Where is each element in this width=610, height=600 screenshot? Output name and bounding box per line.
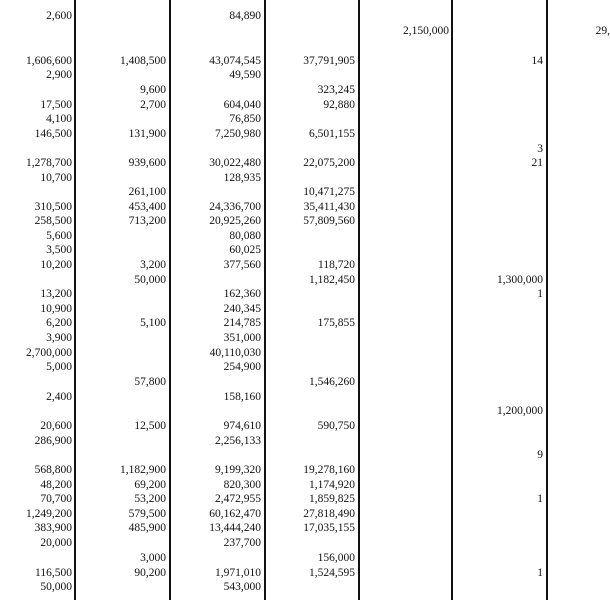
table-cell: 261,100 <box>128 186 166 198</box>
table-cell: 90,200 <box>134 567 166 579</box>
table-cell: 35,411,430 <box>303 201 355 213</box>
table-cell: 60,162,470 <box>209 508 261 520</box>
table-cell: 579,500 <box>128 508 166 520</box>
table-cell: 14 <box>531 55 543 67</box>
table-cell: 6,501,155 <box>309 128 355 140</box>
table-cell: 3,500 <box>46 244 72 256</box>
table-cell: 175,855 <box>317 317 355 329</box>
table-cell: 13,444,240 <box>209 522 261 534</box>
table-cell: 158,160 <box>223 391 261 403</box>
table-cell: 7,250,980 <box>215 128 261 140</box>
table-cell: 1,524,595 <box>309 567 355 579</box>
column-divider <box>74 0 76 600</box>
table-cell: 9,199,320 <box>215 464 261 476</box>
table-cell: 50,000 <box>40 581 72 593</box>
table-cell: 57,809,560 <box>303 215 355 227</box>
table-cell: 5,600 <box>46 230 72 242</box>
table-cell: 568,800 <box>34 464 72 476</box>
table-cell: 1,182,900 <box>120 464 166 476</box>
table-cell: 128,935 <box>223 172 261 184</box>
table-cell: 156,000 <box>317 552 355 564</box>
table-cell: 116,500 <box>35 567 72 579</box>
table-cell: 84,890 <box>229 10 261 22</box>
table-cell: 19,278,160 <box>303 464 355 476</box>
table-cell: 3,000 <box>140 552 166 564</box>
table-cell: 48,200 <box>40 479 72 491</box>
table-cell: 1,859,825 <box>309 493 355 505</box>
table-cell: 29, <box>595 25 610 37</box>
table-cell: 22,075,200 <box>303 157 355 169</box>
table-cell: 76,850 <box>229 113 261 125</box>
table-cell: 543,000 <box>223 581 261 593</box>
table-cell: 2,256,133 <box>215 435 261 447</box>
table-cell: 27,818,490 <box>303 508 355 520</box>
table-cell: 30,022,480 <box>209 157 261 169</box>
table-cell: 453,400 <box>128 201 166 213</box>
column-divider <box>264 0 266 600</box>
table-cell: 310,500 <box>34 201 72 213</box>
table-cell: 323,245 <box>317 84 355 96</box>
table-cell: 118,720 <box>318 259 355 271</box>
table-cell: 80,080 <box>229 230 261 242</box>
table-cell: 1,174,920 <box>309 479 355 491</box>
table-cell: 1,606,600 <box>26 55 72 67</box>
table-cell: 20,925,260 <box>209 215 261 227</box>
column-divider <box>546 0 548 600</box>
table-cell: 13,200 <box>40 288 72 300</box>
table-cell: 17,035,155 <box>303 522 355 534</box>
table-cell: 9 <box>537 449 543 461</box>
table-cell: 3,900 <box>46 332 72 344</box>
table-cell: 17,500 <box>40 99 72 111</box>
table-cell: 20,600 <box>40 420 72 432</box>
table-cell: 2,472,955 <box>215 493 261 505</box>
table-cell: 146,500 <box>34 128 72 140</box>
table-cell: 2,400 <box>46 391 72 403</box>
table-cell: 1,300,000 <box>497 274 543 286</box>
table-cell: 351,000 <box>223 332 261 344</box>
table-cell: 2,600 <box>46 10 72 22</box>
table-cell: 1,200,000 <box>497 405 543 417</box>
table-cell: 70,700 <box>40 493 72 505</box>
table-cell: 939,600 <box>128 157 166 169</box>
table-cell: 2,700,000 <box>26 347 72 359</box>
table-cell: 286,900 <box>34 435 72 447</box>
table-cell: 820,300 <box>223 479 261 491</box>
table-cell: 1,546,260 <box>309 376 355 388</box>
table-cell: 2,700 <box>140 99 166 111</box>
table-cell: 4,100 <box>46 113 72 125</box>
table-cell: 1,249,200 <box>26 508 72 520</box>
table-cell: 21 <box>531 157 543 169</box>
column-divider <box>169 0 171 600</box>
table-cell: 37,791,905 <box>303 55 355 67</box>
table-cell: 383,900 <box>34 522 72 534</box>
table-cell: 12,500 <box>134 420 166 432</box>
table-cell: 1 <box>537 493 543 505</box>
table-cell: 5,100 <box>140 317 166 329</box>
table-cell: 5,000 <box>46 361 72 373</box>
table-cell: 1,408,500 <box>120 55 166 67</box>
table-cell: 10,471,275 <box>303 186 355 198</box>
table-cell: 24,336,700 <box>209 201 261 213</box>
table-cell: 162,360 <box>223 288 261 300</box>
table-cell: 92,880 <box>323 99 355 111</box>
table-cell: 43,074,545 <box>209 55 261 67</box>
column-divider <box>358 0 360 600</box>
table-cell: 974,610 <box>223 420 261 432</box>
table-cell: 2,150,000 <box>403 25 449 37</box>
table-cell: 6,200 <box>46 317 72 329</box>
table-cell: 485,900 <box>128 522 166 534</box>
table-cell: 10,900 <box>40 303 72 315</box>
table-cell: 3 <box>537 143 543 155</box>
table-cell: 1,278,700 <box>26 157 72 169</box>
table-cell: 10,200 <box>40 259 72 271</box>
table-cell: 713,200 <box>128 215 166 227</box>
table-cell: 1,182,450 <box>309 274 355 286</box>
table-cell: 214,785 <box>223 317 261 329</box>
column-divider <box>451 0 453 600</box>
table-cell: 40,110,030 <box>209 347 261 359</box>
table-cell: 49,590 <box>229 69 261 81</box>
table-cell: 258,500 <box>34 215 72 227</box>
table-cell: 2,900 <box>46 69 72 81</box>
table-cell: 60,025 <box>229 244 261 256</box>
table-cell: 3,200 <box>140 259 166 271</box>
table-cell: 20,000 <box>40 537 72 549</box>
table-cell: 240,345 <box>223 303 261 315</box>
table-cell: 1 <box>537 288 543 300</box>
table-cell: 131,900 <box>128 128 166 140</box>
table-cell: 9,600 <box>140 84 166 96</box>
table-cell: 50,000 <box>134 274 166 286</box>
table-cell: 69,200 <box>134 479 166 491</box>
table-cell: 377,560 <box>223 259 261 271</box>
table-cell: 10,700 <box>40 172 72 184</box>
table-cell: 53,200 <box>134 493 166 505</box>
table-cell: 237,700 <box>223 537 261 549</box>
table-cell: 254,900 <box>223 361 261 373</box>
table-cell: 1,971,010 <box>215 567 261 579</box>
table-cell: 1 <box>537 567 543 579</box>
table-cell: 590,750 <box>317 420 355 432</box>
table-cell: 57,800 <box>134 376 166 388</box>
table-cell: 604,040 <box>223 99 261 111</box>
